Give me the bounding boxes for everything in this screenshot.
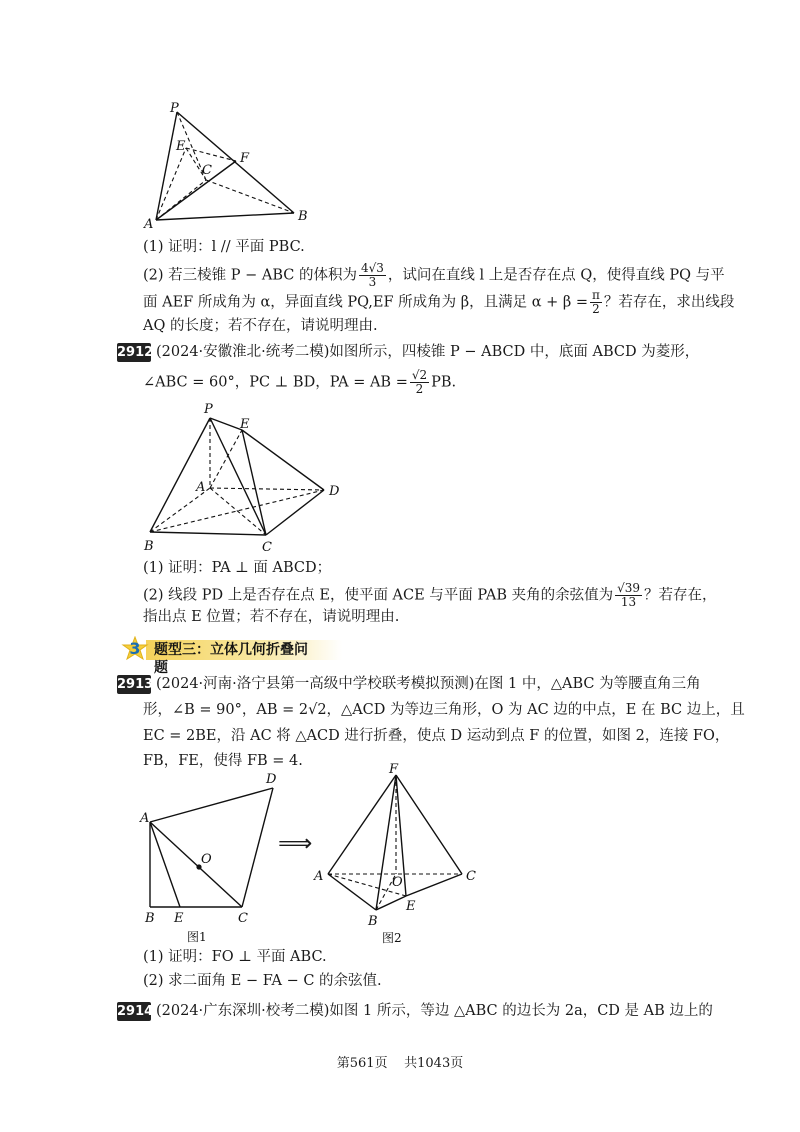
- q-2912-part1: (1) 证明：PA ⊥ 面 ABCD；: [143, 560, 332, 576]
- label-b: B: [298, 209, 308, 224]
- label-a: A: [140, 811, 150, 826]
- q-2911-part2-line2: [143, 289, 734, 316]
- figure-fold-2: [310, 760, 485, 950]
- page-footer: [0, 1052, 800, 1071]
- q-2911-part2-line3: AQ 的长度；若不存在，请说明理由.: [143, 318, 378, 334]
- label-a: A: [144, 217, 154, 232]
- label-a: A: [314, 869, 324, 884]
- q-2913-line4: FB，FE，使得 FB = 4.: [143, 753, 303, 769]
- label-d: D: [266, 772, 277, 787]
- label-d: D: [329, 484, 340, 499]
- figure-pyramid-pabcd: [138, 398, 350, 558]
- numerator: π: [592, 288, 600, 302]
- label-b: B: [368, 914, 378, 929]
- label-b: B: [144, 539, 154, 554]
- label-p: P: [170, 101, 179, 116]
- q-2913-part1: (1) 证明：FO ⊥ 平面 ABC.: [143, 949, 327, 965]
- label-f: F: [240, 151, 250, 166]
- q-2913-line2: 形，∠B = 90°，AB = 2√2，△ACD 为等边三角形，O 为 AC 边的中点，E 在 BC 边上，且: [143, 702, 745, 718]
- section-header: [120, 636, 320, 676]
- text: PB.: [431, 374, 457, 391]
- label-b: B: [145, 911, 155, 926]
- q-2913-line3: EC = 2BE，沿 AC 将 △ACD 进行折叠，使点 D 运动到点 F 的位置，如图 2，连接 FO，: [143, 728, 730, 744]
- figure-tetrahedron-pabc: [140, 100, 320, 232]
- problem-number-badge: 2914: [117, 1004, 154, 1019]
- denominator: 2: [592, 302, 600, 316]
- numerator: √2: [411, 368, 428, 382]
- label-c: C: [202, 163, 212, 178]
- label-c: C: [262, 540, 272, 555]
- fraction-sqrt2-half: [410, 369, 429, 396]
- fraction-pi-half: [590, 289, 602, 316]
- label-c: C: [238, 911, 248, 926]
- q-2912-line2: [143, 369, 456, 396]
- section-number: 3: [129, 639, 141, 658]
- label-e: E: [406, 899, 416, 914]
- text: 面 AEF 所成角为 α，异面直线 PQ,EF 所成角为 β，且满足 α + β =: [143, 294, 589, 311]
- text: ，试问在直线 l 上是否存在点 Q，使得直线 PQ 与平: [387, 267, 725, 284]
- q-2911-part2-line1: [143, 262, 725, 289]
- denominator: 2: [415, 382, 424, 396]
- numerator: 4√3: [360, 261, 384, 275]
- label-e: E: [174, 911, 184, 926]
- q-2913-part2: (2) 求二面角 E − FA − C 的余弦值.: [143, 973, 382, 989]
- figure-caption: 图2: [382, 931, 402, 945]
- fraction-sqrt39: [615, 582, 642, 609]
- q-2912-part2-line1: [143, 582, 717, 609]
- label-p: P: [204, 402, 213, 417]
- problem-number-badge: 2913: [117, 677, 154, 692]
- label-a: A: [196, 480, 206, 495]
- denominator: 13: [620, 595, 637, 609]
- text: ？若存在，: [644, 587, 717, 604]
- page-number: 第561页: [336, 1056, 388, 1071]
- label-e: E: [240, 417, 250, 432]
- section-title: 题型三：立体几何折叠问题: [154, 642, 308, 676]
- label-c: C: [466, 869, 476, 884]
- text: ∠ABC = 60°，PC ⊥ BD，PA = AB =: [143, 374, 408, 391]
- arrow-implies: ⟹: [278, 829, 313, 857]
- fraction-volume: [359, 262, 386, 289]
- figure-fold-1: [138, 770, 288, 950]
- denominator: 3: [368, 275, 377, 289]
- text: (2) 线段 PD 上是否存在点 E，使平面 ACE 与平面 PAB 夹角的余弦值为: [143, 587, 614, 604]
- label-e: E: [176, 139, 186, 154]
- label-o: O: [201, 852, 212, 867]
- page-total: 共1043页: [404, 1056, 464, 1071]
- figure-caption: 图1: [187, 930, 207, 944]
- text: ？若存在，求出线段: [603, 294, 735, 311]
- q-2914-line1: (2024·广东深圳·校考二模)如图 1 所示，等边 △ABC 的边长为 2a，CD 是 AB 边上的: [156, 1003, 713, 1019]
- q-2912-part2-line2: 指出点 E 位置；若不存在，请说明理由.: [143, 609, 400, 625]
- q-2912-line1: (2024·安徽淮北·统考二模)如图所示，四棱锥 P − ABCD 中，底面 ABCD 为菱形，: [156, 344, 700, 360]
- text: (2) 若三棱锥 P − ABC 的体积为: [143, 267, 357, 284]
- q-2913-line1: (2024·河南·洛宁县第一高级中学校联考模拟预测)在图 1 中，△ABC 为等腰直角三角: [156, 676, 701, 692]
- label-o: O: [392, 875, 403, 890]
- numerator: √39: [617, 581, 641, 595]
- problem-number-badge: 2912: [117, 345, 154, 360]
- label-f: F: [389, 762, 399, 777]
- q-2911-part1: (1) 证明：l // 平面 PBC.: [143, 239, 305, 255]
